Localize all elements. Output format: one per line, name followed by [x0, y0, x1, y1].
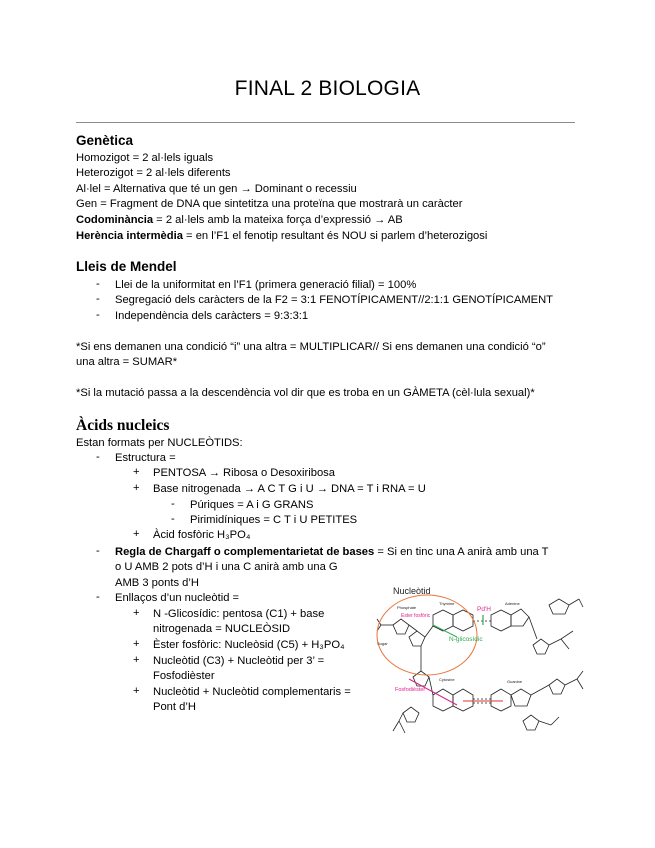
chargaff-line3: AMB 3 ponts d’H — [115, 577, 199, 589]
page-title: FINAL 2 BIOLOGIA — [234, 77, 421, 100]
base-nitrogenada-item: Base nitrogenada → A C T G i U → DNA = T i RNA = U — [153, 483, 426, 495]
codominancia-definition: = 2 al·lels amb la mateixa força d’expressió → AB — [153, 214, 403, 226]
list-bullet: - — [171, 498, 175, 510]
dna-skeletal-structure — [377, 599, 583, 733]
label-thymine: Thymine — [439, 601, 455, 606]
n-glicosidic-line2: nitrogenada = NUCLEÒSID — [153, 623, 291, 635]
chargaff-term: Regla de Chargaff o complementarietat de bases — [115, 546, 375, 558]
acids-heading: Àcids nucleics — [76, 417, 170, 434]
chargaff-line2: o U AMB 2 pots d’H i una C anirà amb una G — [115, 561, 338, 573]
label-adenine: Adenine — [505, 601, 520, 606]
label-sugar: Sugar — [377, 641, 388, 646]
title-divider — [76, 122, 575, 123]
label-n-glicosidic: N-glicosídic — [449, 636, 483, 643]
enllacos-label: Enllaços d’un nucleòtid = — [115, 592, 240, 604]
list-bullet: - — [96, 293, 100, 305]
genetica-line-gen: Gen = Fragment de DNA que sintetitza una proteïna que mostrarà un caràcter — [76, 198, 463, 210]
mendel-item-segregacio: Segregació dels caràcters de la F2 = 3:1 FENOTÍPICAMENT//2:1:1 GENOTÍPICAMENT — [115, 294, 554, 306]
genetica-line-codominancia — [76, 213, 403, 227]
note-multiplicar-line2: una altra = SUMAR* — [76, 356, 178, 368]
list-bullet: - — [171, 513, 175, 525]
nucleotide-diagram — [373, 585, 585, 745]
mendel-item-uniformitat: Llei de la uniformitat en l’F1 (primera generació filial) = 100% — [115, 279, 417, 291]
pentosa-item: PENTOSA → Ribosa o Desoxiribosa — [153, 467, 335, 479]
n-glicosidic-line1: N -Glicosídic: pentosa (C1) + base — [153, 608, 325, 620]
chargaff-line1 — [115, 545, 549, 559]
list-bullet: - — [96, 278, 100, 290]
plus-bullet: + — [133, 466, 140, 478]
pont-h-line1: Nucleòtid + Nucleòtid complementaris = — [153, 686, 351, 698]
plus-bullet: + — [133, 482, 140, 494]
codominancia-term: Codominància — [76, 214, 154, 226]
herencia-term: Herència intermèdia — [76, 230, 183, 242]
ester-fosforic-item: Èster fosfòric: Nucleòsid (C5) + H₃PO₄ — [153, 639, 345, 651]
list-bullet: - — [96, 545, 100, 557]
plus-bullet: + — [133, 528, 140, 540]
chargaff-definition: = Si en tinc una A anirà amb una T — [374, 546, 549, 558]
label-phosphate: Phosphate — [397, 605, 417, 610]
mendel-heading: Lleis de Mendel — [76, 259, 177, 274]
pirimidiniques-item: Pirimidíniques = C T i U PETITES — [190, 514, 358, 526]
nucleotide-highlight-circle — [377, 595, 477, 675]
genetica-line-heterozigot: Heterozigot = 2 al·lels diferents — [76, 167, 231, 179]
note-mutacio: *Si la mutació passa a la descendència vol dir que es troba en un GÀMETA (cèl·lula sexual)* — [76, 387, 535, 399]
label-ester-fosforic: Ester fosfòric — [401, 613, 431, 619]
pont-h-line2: Pont d’H — [153, 701, 196, 713]
note-multiplicar-line1: *Si ens demanen una condició “i” una altra = MULTIPLICAR// Si ens demanen una condició “o” — [76, 341, 546, 353]
herencia-definition: = en l’F1 el fenotip resultant és NOU si parlem d’heterozigosi — [182, 230, 488, 242]
plus-bullet: + — [133, 654, 140, 666]
plus-bullet: + — [133, 638, 140, 650]
genetica-heading: Genètica — [76, 133, 134, 148]
label-cytosine: Cytosine — [439, 677, 455, 682]
mendel-item-independencia: Independència dels caràcters = 9:3:3:1 — [115, 310, 309, 322]
fosfodiester-line1: Nucleòtid (C3) + Nucleòtid per 3’ = — [153, 655, 325, 667]
list-bullet: - — [96, 309, 100, 321]
list-bullet: - — [96, 591, 100, 603]
list-bullet: - — [96, 451, 100, 463]
diagram-title: Nucleòtid — [393, 586, 431, 596]
label-guanine: Guanine — [507, 679, 523, 684]
label-fosfodiester: Fosfodièster — [395, 687, 426, 693]
label-pont-h: Pd'H — [477, 606, 491, 613]
fosfodiester-line2: Fosfodièster — [153, 670, 215, 682]
genetica-line-herencia — [76, 229, 487, 243]
genetica-line-allel: Al·lel = Alternativa que té un gen → Dominant o recessiu — [76, 183, 357, 195]
acid-fosforic-item: Àcid fosfòric H₃PO₄ — [153, 529, 251, 541]
plus-bullet: + — [133, 685, 140, 697]
puriques-item: Púriques = A i G GRANS — [190, 499, 314, 511]
estructura-label: Estructura = — [115, 452, 176, 464]
genetica-line-homozigot: Homozigot = 2 al·lels iguals — [76, 152, 214, 164]
plus-bullet: + — [133, 607, 140, 619]
acids-intro: Estan formats per NUCLEÒTIDS: — [76, 437, 243, 449]
